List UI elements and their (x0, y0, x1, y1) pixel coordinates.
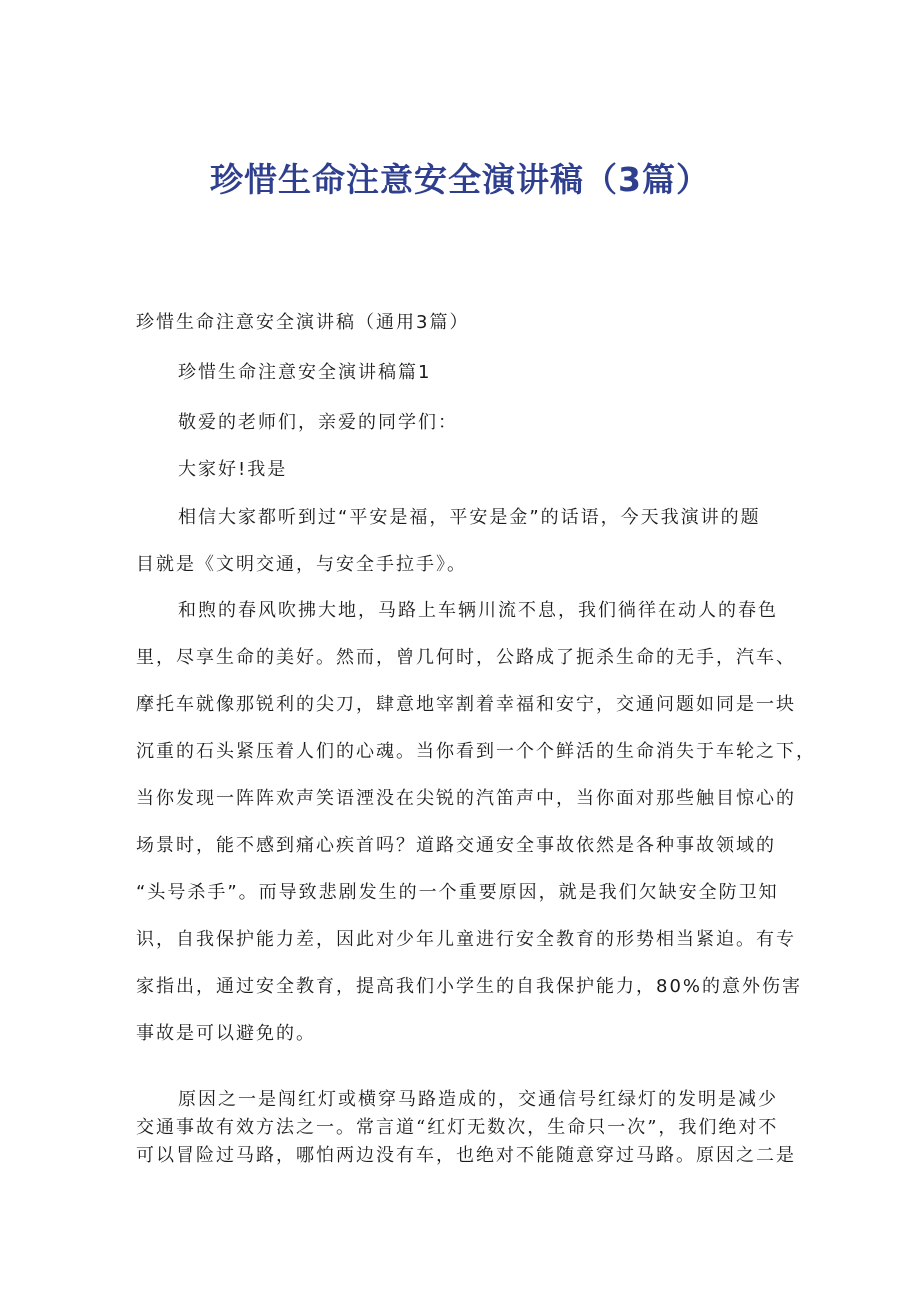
paragraph-line: 可以冒险过马路，哪怕两边没有车，也绝对不能随意穿过马路。原因之二是 (136, 1145, 796, 1166)
paragraph-2 (136, 587, 816, 1057)
paragraph-1 (136, 494, 796, 588)
paragraph-line: 家指出，通过安全教育，提高我们小学生的自我保护能力，80%的意外伤害 (136, 976, 803, 997)
paragraph-line: 场景时，能不感到痛心疾首吗？道路交通安全事故依然是各种事故领域的 (136, 835, 776, 856)
document-title: 珍惜生命注意安全演讲稿（3篇） (210, 160, 710, 199)
section-heading: 珍惜生命注意安全演讲稿篇1 (178, 362, 432, 383)
paragraph-line: 沉重的石头紧压着人们的心魂。当你看到一个个鲜活的生命消失于车轮之下， (136, 741, 816, 762)
paragraph-line: 目就是《文明交通，与安全手拉手》。 (136, 554, 467, 575)
paragraph-line: 和煦的春风吹拂大地，马路上车辆川流不息，我们徜徉在动人的春色 (178, 600, 778, 621)
paragraph-line: 事故是可以避免的。 (136, 1023, 316, 1044)
paragraph-line: “头号杀手”。而导致悲剧发生的一个重要原因，就是我们欠缺安全防卫知 (136, 882, 779, 903)
paragraph-line: 交通事故有效方法之一。常言道“红灯无数次，生命只一次”，我们绝对不 (136, 1117, 779, 1138)
greeting-line: 敬爱的老师们，亲爱的同学们： (178, 412, 458, 433)
paragraph-line: 识，自我保护能力差，因此对少年儿童进行安全教育的形势相当紧迫。有专 (136, 929, 796, 950)
paragraph-line: 相信大家都听到过“平安是福，平安是金”的话语，今天我演讲的题 (178, 507, 761, 528)
paragraph-line: 里，尽享生命的美好。然而，曾几何时，公路成了扼杀生命的无手，汽车、 (136, 647, 796, 668)
paragraph-line: 原因之一是闯红灯或横穿马路造成的，交通信号红绿灯的发明是减少 (178, 1089, 778, 1110)
paragraph-line: 当你发现一阵阵欢声笑语湮没在尖锐的汽笛声中，当你面对那些触目惊心的 (136, 788, 796, 809)
paragraph-line: 摩托车就像那锐利的尖刀，肆意地宰割着幸福和安宁，交通问题如同是一块 (136, 694, 796, 715)
hello-line: 大家好!我是 (178, 459, 288, 480)
paragraph-3 (136, 1086, 796, 1170)
document-subtitle: 珍惜生命注意安全演讲稿（通用3篇） (136, 312, 470, 333)
